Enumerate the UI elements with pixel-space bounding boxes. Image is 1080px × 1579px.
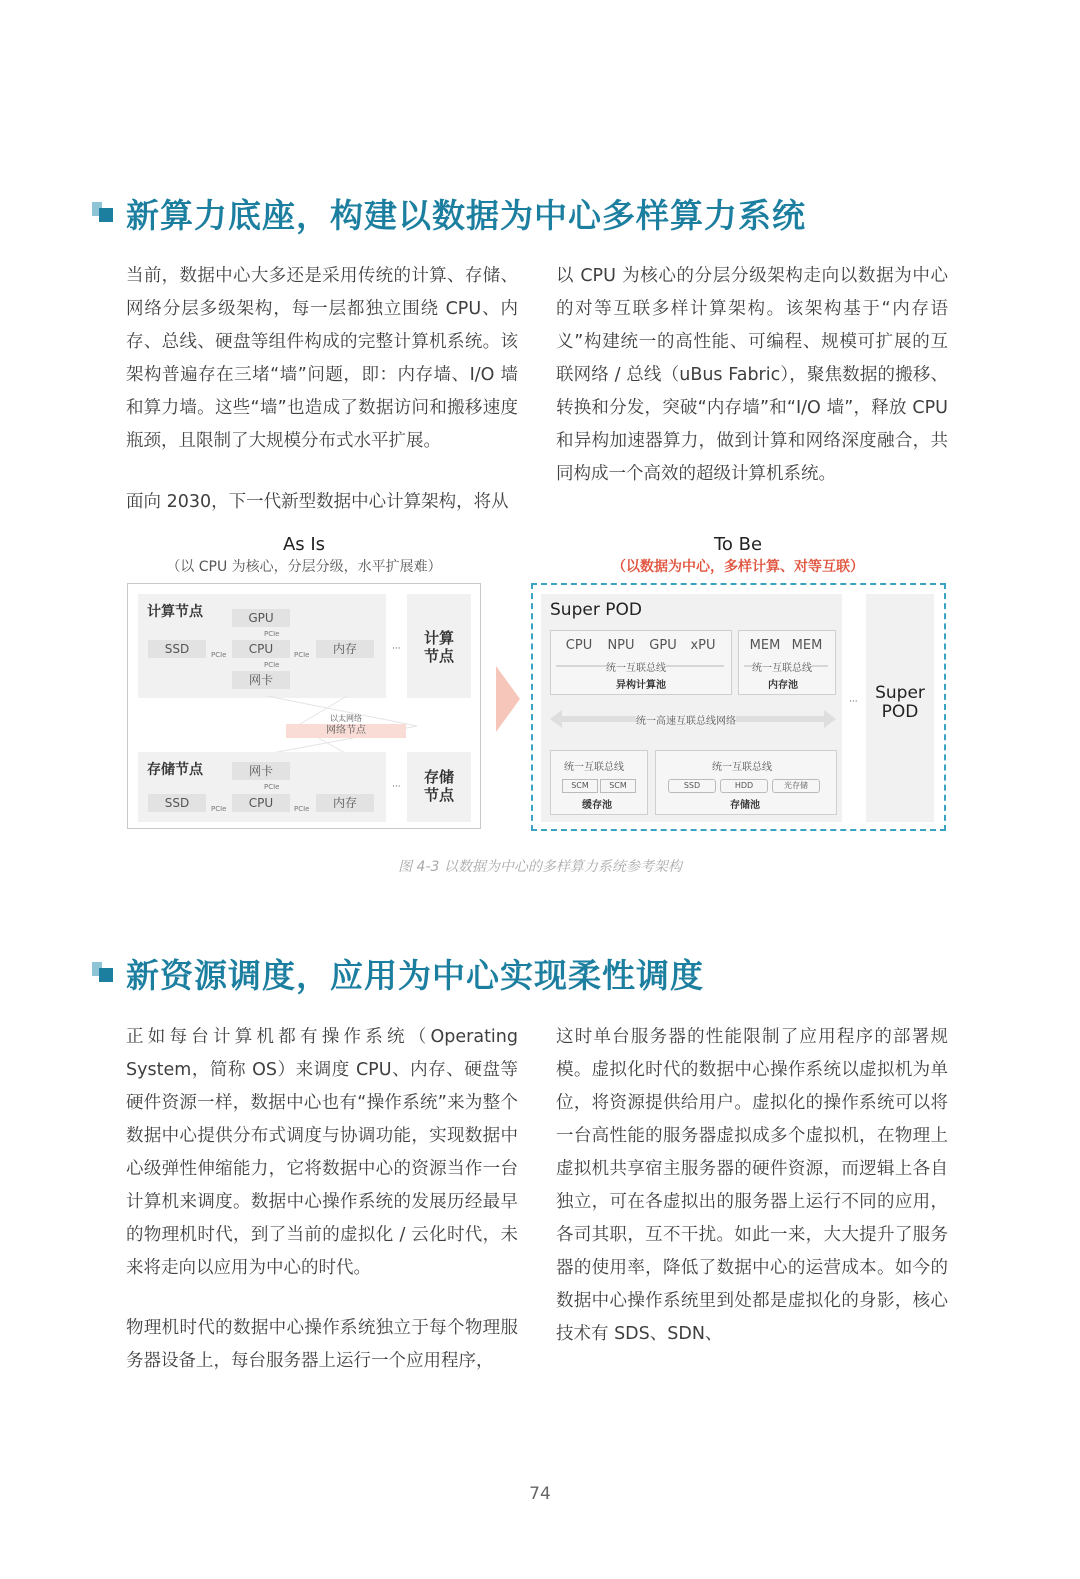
unified-bus-label: 统一互联总线 xyxy=(712,762,772,773)
chip-ssd: SSD xyxy=(148,794,206,812)
chip-nic: 网卡 xyxy=(232,762,290,780)
ellipsis: ··· xyxy=(849,697,858,707)
section-marker-icon xyxy=(92,962,118,984)
paragraph: 物理机时代的数据中心操作系统独立于每个物理服务器设备上，每台服务器上运行一个应用程序， xyxy=(126,1318,518,1371)
hetero-pool-label: 异构计算池 xyxy=(616,680,666,691)
chip-memory: 内存 xyxy=(316,640,374,658)
compute-node-vertical-label: 计算节点 xyxy=(423,629,454,665)
pcie-label: PCIe xyxy=(211,651,227,659)
pcie-label: PCIe xyxy=(264,783,280,791)
high-speed-bus-label: 统一高速互联总线网络 xyxy=(636,712,736,727)
chip-ssd: SSD xyxy=(668,779,716,793)
chip-cpu: CPU xyxy=(232,640,290,658)
asis-subtitle: （以 CPU 为核心，分层分级，水平扩展难） xyxy=(166,559,442,575)
paragraph: 以 CPU 为核心的分层分级架构走向以数据为中心的对等互联多样计算架构。该架构基于“内存语义”构建统一的高性能、可编程、规模可扩展的互联网络 / 总线（uBus Fabric），聚焦数据的搬移、转换和分发，突破“内存墙”和“I/O 墙”，释放 CPU 和异构加速器算力，做到计算和网络深度融合，共同构成一个高效的超级计算机系统。 xyxy=(556,266,948,484)
paragraph: 当前，数据中心大多还是采用传统的计算、存储、网络分层多级架构，每一层都独立围绕 CPU、内存、总线、硬盘等组件构成的完整计算机系统。该架构普遍存在三堵“墙”问题，即：内存墙、I/O 墙和算力墙。这些“墙”也造成了数据访问和搬移速度瓶颈，且限制了大规模分布式水平扩展。 xyxy=(126,266,518,451)
pcie-label: PCIe xyxy=(264,661,280,669)
chip-mem: MEM xyxy=(746,637,784,655)
pcie-label: PCIe xyxy=(294,805,310,813)
chip-hdd: HDD xyxy=(720,779,768,793)
chip-cpu: CPU xyxy=(232,794,290,812)
section-marker-icon xyxy=(92,202,118,224)
chip-xpu: xPU xyxy=(685,637,721,655)
ellipsis: ··· xyxy=(392,782,401,792)
paragraph: 面向 2030，下一代新型数据中心计算架构，将从 xyxy=(126,492,509,512)
chip-optical: 光存储 xyxy=(772,779,820,793)
pcie-label: PCIe xyxy=(211,805,227,813)
page-number: 74 xyxy=(529,1484,551,1504)
chip-ssd: SSD xyxy=(148,640,206,658)
section-title: 新资源调度，应用为中心实现柔性调度 xyxy=(126,956,704,995)
superpod-right-label: Super POD xyxy=(875,683,925,722)
compute-node-label: 计算节点 xyxy=(147,604,203,620)
unified-bus-label: 统一互联总线 xyxy=(752,659,812,674)
network-node-box: 网络节点 xyxy=(286,724,406,738)
memory-pool-label: 内存池 xyxy=(768,680,798,691)
chip-npu: NPU xyxy=(603,637,639,655)
superpod-label: Super POD xyxy=(550,600,642,620)
ellipsis: ··· xyxy=(392,644,401,654)
chip-gpu: GPU xyxy=(645,637,681,655)
unified-bus-label: 统一互联总线 xyxy=(564,762,624,773)
asis-title: As Is xyxy=(282,534,326,555)
cache-pool-label: 缓存池 xyxy=(582,800,612,811)
tobe-title: To Be xyxy=(713,534,763,555)
chip-scm: SCM xyxy=(562,779,598,793)
chip-cpu: CPU xyxy=(561,637,597,655)
ethernet-label: 以太网络 xyxy=(330,714,362,723)
pcie-label: PCIe xyxy=(294,651,310,659)
chip-memory: 内存 xyxy=(316,794,374,812)
pcie-label: PCIe xyxy=(264,630,280,638)
storage-pool-label: 存储池 xyxy=(730,800,760,811)
paragraph: 正如每台计算机都有操作系统（Operating System，简称 OS）来调度 CPU、内存、硬盘等硬件资源一样，数据中心也有“操作系统”来为整个数据中心提供分布式调度与协调功能，实现数据中心级弹性伸缩能力，它将数据中心的资源当作一台计算机来调度。数据中心操作系统的发展历经最早的物理机时代，到了当前的虚拟化 / 云化时代，未来将走向以应用为中心的时代。 xyxy=(126,1027,518,1278)
chip-gpu: GPU xyxy=(232,609,290,627)
transition-arrow-icon xyxy=(494,664,522,734)
chip-mem: MEM xyxy=(788,637,826,655)
storage-node-vertical-label: 存储节点 xyxy=(423,768,454,804)
paragraph: 这时单台服务器的性能限制了应用程序的部署规模。虚拟化时代的数据中心操作系统以虚拟机为单位，将资源提供给用户。虚拟化的操作系统可以将一台高性能的服务器虚拟成多个虚拟机，在物理上虚拟机共享宿主服务器的硬件资源，而逻辑上各自独立，可在各虚拟出的服务器上运行不同的应用，各司其职，互不干扰。如此一来，大大提升了服务器的使用率，降低了数据中心的运营成本。如今的数据中心操作系统里到处都是虚拟化的身影，核心技术有 SDS、SDN、 xyxy=(556,1027,948,1344)
chip-nic: 网卡 xyxy=(232,671,290,689)
figure-caption: 图 4-3 以数据为中心的多样算力系统参考架构 xyxy=(398,859,682,875)
unified-bus-label: 统一互联总线 xyxy=(606,659,666,674)
section-title: 新算力底座，构建以数据为中心多样算力系统 xyxy=(126,196,806,235)
chip-scm: SCM xyxy=(600,779,636,793)
tobe-subtitle: （以数据为中心，多样计算、对等互联） xyxy=(612,559,864,575)
storage-node-label: 存储节点 xyxy=(147,762,203,778)
